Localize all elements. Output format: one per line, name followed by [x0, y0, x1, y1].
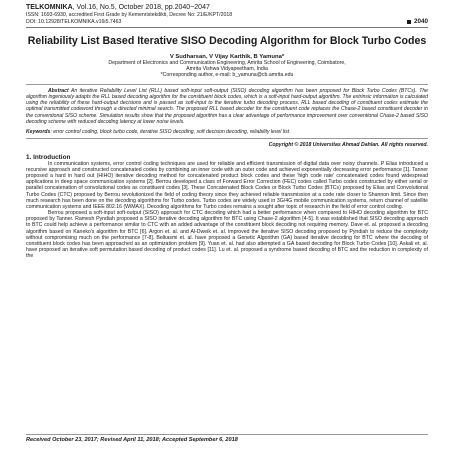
page-number: [407, 18, 428, 25]
doi-row: [26, 18, 428, 25]
abstract-body: An iterative Reliability Level List (RLL) based soft-input soft-output (SISO) decoding algorithm has been proposed for Block Turbo Codes (BTCs). The algorithm ingeniously adapts the RLL based decoding algorithm for the constituent block codes, which is a soft-input hard-output algorithm. The extrinsic information is calculated using the reliability of these hard-output decisions and is passed as soft-input to the iterative turbo decoding process. RLL based decoding of constituent codes estimate the optimal transmitted codeword through a directed minimal search. The proposed RLL based decoder for the constituent code replaces the Chase-2 based constituent decoder in the conventional SISO scheme. Simulation results show that the proposed algorithm has a clear advantage of performance improvement over conventional Chase-2 based SISO decoding scheme with reduced decoding latency at lower noise levels.: [26, 88, 428, 125]
abstract-text: [26, 88, 428, 125]
journal-name: TELKOMNIKA: [26, 4, 73, 11]
affiliation-block: [26, 60, 428, 78]
paper-title: Reliability List Based Iterative SISO Decoding Algorithm for Block Turbo Codes: [27, 35, 427, 48]
abstract-heading: Abstract: [48, 88, 69, 95]
keywords: [26, 129, 428, 135]
abstract-box: [26, 84, 428, 139]
affiliation-line: Department of Electronics and Communication Engineering, Amrita School of Engineering, Coimbatore,: [108, 60, 346, 67]
journal-title-line: [26, 4, 428, 12]
section-heading: 1. Introduction: [26, 153, 71, 161]
copyright-notice: Copyright © 2018 Universitas Ahmad Dahlan. All rights reserved.: [268, 141, 428, 148]
square-icon: [407, 20, 411, 24]
author-list: V Sudharsan, V Vijay Karthik, B Yamuna*: [169, 54, 285, 61]
keywords-text: : error control coding, block turbo code, iterative SISO decoding, soft decision decoding, reliability level list: [50, 128, 290, 135]
paper-page: [26, 4, 428, 259]
page-number-text: 2040: [413, 18, 428, 26]
body-paragraph: Berrou proposed a soft-input soft-output (SISO) approach for CTC decoding which had a better performance when compared to HIHO decoding algorithm for BTC proposed by Tanner. Ramesh Pyndiah proposed a SISO iterative decoding algorithm for BTC using Chase-2 algorithm [4-5]. It was established that SISO decoding approach to BTC could help achieve a performance similar to CTC with an added advantage of the constituent block decoding not requiring memory. Dave et. al. proposed a decoding algorithm based on Kaneko's algorithm for BTC [6]. Argon et. al. and Al-Dweik et. al. improved the iterative SISO decoding proposed by Pyndiah to reduce the complexity without compromising much on the performance [7-8]. Belkasmi et. al. have proposed a Genetic Algorithm (GA) based iterative decoding for BTC where the decoding of constituent block codes has been approached as an optimization problem [9]. Yuan et. al. had also attempted a GA based decoding for Block Turbo Codes [10]. Askali et. al. have proposed an iterative soft permutation based decoding of product codes [11]. Lu et. al. proposed a syndrome based decoding of BTC and the reduction in complexity of the: [26, 210, 428, 260]
header-divider: [26, 27, 428, 28]
keywords-label: Keywords: [26, 128, 51, 135]
affiliation-line: Amrita Vishwa Vidyapeetham, India: [186, 66, 268, 73]
corresponding-email: *Corresponding author, e-mail: b_yamuna@cb.amrita.edu: [160, 72, 294, 79]
received-dates: Received October 23, 2017; Revised April 11, 2018; Accepted September 6, 2018: [26, 434, 428, 443]
journal-issue: , Vol.16, No.5, October 2018, pp.2040~2047: [72, 4, 210, 11]
issn-line: ISSN: 1693-6930, accredited First Grade by Kemenristekdikti, Decree No: 21/E/KPT/2018: [26, 12, 233, 18]
doi-line: DOI: 10.12928/TELKOMNIKA.v16i5.7463: [26, 19, 122, 25]
journal-header: [26, 4, 428, 28]
body-paragraph: In communication systems, error control coding techniques are used for reliable and efficient transmission of digital data over noisy channels. P Elias introduced a recursive approach and constructed concatenated codes by combining an inner code with an outer code and achieved exponentially decreasing error performance [1]. Tanner proposed a hard in hard out (HIHO) iterative decoding method for concatenated product block codes and these 'high code rate' concatenated codes found widespread applications in deep space communication systems [2]. Berrou developed a class of Forward Error Correction (FEC) codes called Turbo codes constructed by either serial or parallel concatenation of convolutional codes as constituent codes [3]. These Concatenated Block Codes or Block Turbo Codes (BTCs) proposed by Elias and Convolutional Turbo Codes (CTC) proposed by Berrou revolutionized the field of coding theory since they achieved reliable transmission at a code rate closer to Shannon limit. Since then much research has been done on the decoding algorithms for Turbo codes. Turbo codes are widely used in 3G/4G mobile communication systems, return channel of satellite communication systems and IEEE 802.16 (WiMAX). Decoding algorithms for Turbo codes remains a sought after topic of research in the field of error control coding.: [26, 160, 428, 210]
